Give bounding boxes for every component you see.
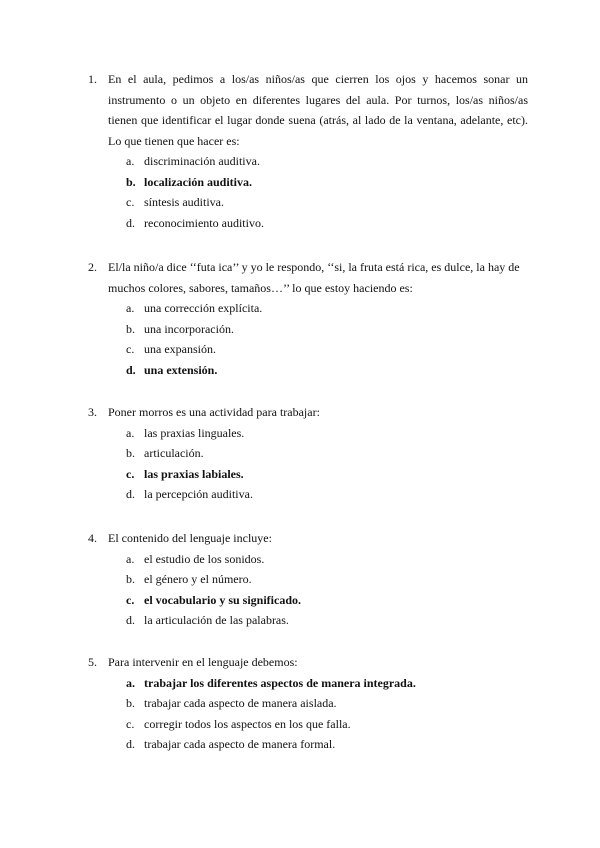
option-b-correct <box>88 172 528 193</box>
question-text: Para intervenir en el lenguaje debemos: <box>108 655 298 669</box>
question-number: 2. <box>88 260 97 274</box>
option-text: síntesis auditiva. <box>144 195 224 209</box>
option-c-correct <box>88 464 528 485</box>
option-d <box>88 610 528 631</box>
option-b <box>88 319 528 340</box>
option-letter: b. <box>126 572 135 586</box>
option-text: trabajar los diferentes aspectos de manera integrada. <box>144 675 416 690</box>
option-letter: d. <box>126 487 135 501</box>
option-text: las praxias labiales. <box>144 466 244 481</box>
option-text: el estudio de los sonidos. <box>144 551 265 566</box>
option-text: discriminación auditiva. <box>144 154 260 168</box>
option-a-correct <box>88 673 528 694</box>
options-list <box>88 151 528 233</box>
option-letter: d. <box>126 737 135 751</box>
option-text: la percepción auditiva. <box>144 487 253 501</box>
option-letter: b. <box>126 321 135 336</box>
option-text: una extensión. <box>144 362 218 377</box>
option-text: una corrección explícita. <box>144 301 263 315</box>
option-text: trabajar cada aspecto de manera aislada. <box>144 696 337 710</box>
option-text: las praxias linguales. <box>144 425 245 440</box>
option-text: una expansión. <box>144 342 216 356</box>
question-5 <box>88 652 528 755</box>
question-text: En el aula, pedimos a los/as niños/as que cierren los ojos y hacemos sonar un instrumento o un objeto en diferentes lugares del aula. Por turnos, los/as niños/as tienen que identificar el lugar donde suena (atrás, al lado de la ventana, adelante, etc). Lo que tienen que hacer es: <box>108 72 528 148</box>
option-letter: a. <box>126 675 135 690</box>
option-text: la articulación de las palabras. <box>144 613 289 627</box>
option-text: articulación. <box>144 446 204 460</box>
option-c <box>88 192 528 213</box>
option-letter: c. <box>126 466 135 481</box>
option-text: trabajar cada aspecto de manera formal. <box>144 737 336 751</box>
option-letter: b. <box>126 446 135 460</box>
option-letter: a. <box>126 301 135 315</box>
question-number: 4. <box>88 531 97 545</box>
option-letter: b. <box>126 696 135 710</box>
question-1 <box>88 69 528 233</box>
option-letter: d. <box>126 362 136 377</box>
option-b <box>88 569 528 590</box>
question-text: El/la niño/a dice ‘‘futa ica’’ y yo le respondo, ‘‘si, la fruta está rica, es dulce, la hay de muchos colores, sabores, tamaños…’’ lo que estoy haciendo es: <box>108 260 520 295</box>
option-d <box>88 213 528 234</box>
question-3 <box>88 402 528 505</box>
options-list <box>88 549 528 631</box>
option-d <box>88 734 528 755</box>
option-a <box>88 151 528 172</box>
option-letter: c. <box>126 195 135 209</box>
option-text: reconocimiento auditivo. <box>144 215 264 230</box>
option-d-correct <box>88 360 528 381</box>
option-letter: c. <box>126 592 135 607</box>
option-letter: a. <box>126 425 135 440</box>
question-number: 1. <box>88 72 97 86</box>
question-text: El contenido del lenguaje incluye: <box>108 531 272 545</box>
option-text: una incorporación. <box>144 321 234 336</box>
question-text: Poner morros es una actividad para trabajar: <box>108 405 320 419</box>
option-letter: c. <box>126 342 135 356</box>
option-c <box>88 339 528 360</box>
option-b <box>88 443 528 464</box>
option-c <box>88 714 528 735</box>
question-2 <box>88 257 528 380</box>
option-c-correct <box>88 590 528 611</box>
option-letter: d. <box>126 215 135 230</box>
question-number: 5. <box>88 655 97 669</box>
option-text: corregir todos los aspectos en los que falla. <box>144 716 351 731</box>
options-list <box>88 298 528 380</box>
option-letter: d. <box>126 613 135 627</box>
option-a <box>88 423 528 444</box>
option-text: el género y el número. <box>144 572 252 586</box>
option-b <box>88 693 528 714</box>
option-letter: a. <box>126 551 135 566</box>
question-4 <box>88 528 528 631</box>
option-letter: a. <box>126 154 135 168</box>
option-text: localización auditiva. <box>144 174 252 189</box>
option-a <box>88 549 528 570</box>
options-list <box>88 423 528 505</box>
option-text: el vocabulario y su significado. <box>144 592 302 607</box>
question-number: 3. <box>88 405 97 419</box>
option-letter: b. <box>126 174 136 189</box>
options-list <box>88 673 528 755</box>
option-a <box>88 298 528 319</box>
option-d <box>88 484 528 505</box>
option-letter: c. <box>126 716 135 731</box>
